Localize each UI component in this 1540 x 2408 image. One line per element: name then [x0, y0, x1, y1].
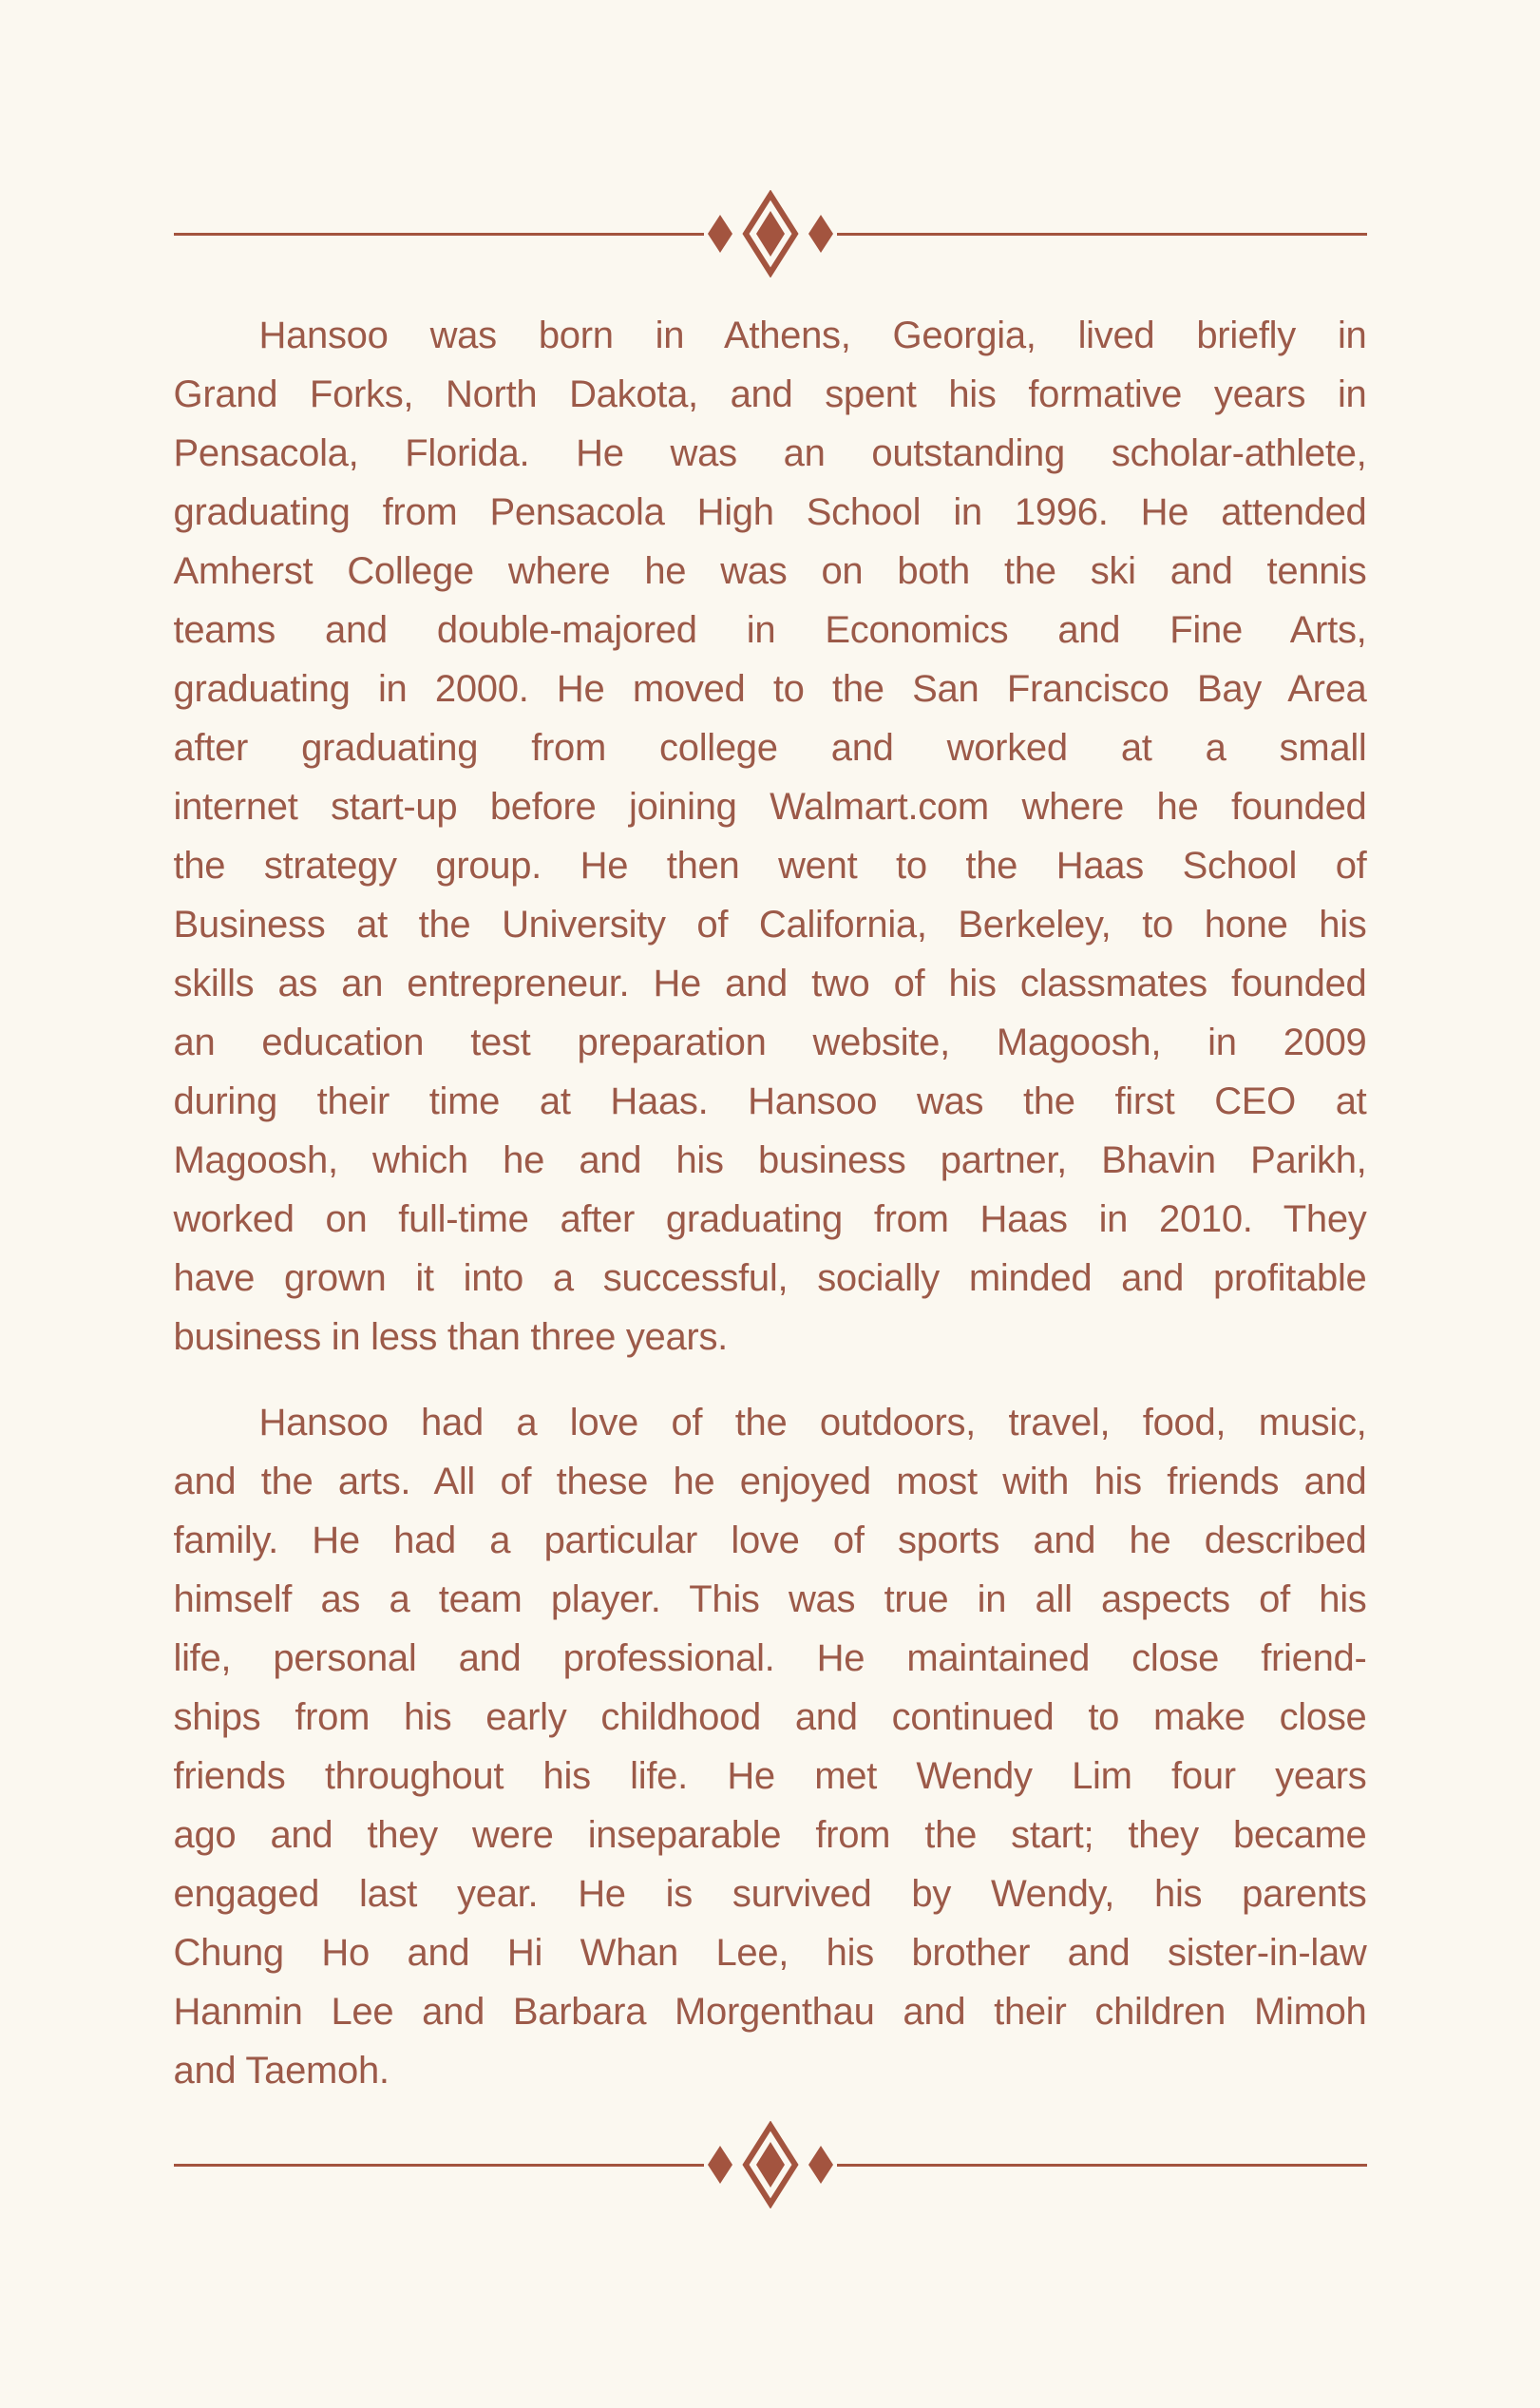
text-line: graduating from Pensacola High School in 1996. He attended: [173, 491, 1367, 533]
text-line: skills as an entrepreneur. He and two of his classmates founded: [173, 963, 1367, 1004]
obituary-text: [174, 306, 1367, 2100]
text-line: have grown it into a successful, socially minded and profitable: [173, 1257, 1367, 1299]
text-line: life, personal and professional. He maintained close friend-: [173, 1637, 1367, 1679]
text-line: ships from his early childhood and continued to make close: [173, 1696, 1367, 1738]
text-line: during their time at Haas. Hansoo was the first CEO at: [173, 1080, 1367, 1122]
top-divider: [174, 190, 1367, 277]
bottom-divider: [174, 2121, 1367, 2208]
text-line: the strategy group. He then went to the Haas School of: [173, 845, 1367, 887]
text-line: worked on full-time after graduating from Haas in 2010. They: [173, 1198, 1367, 1240]
text-line: internet start-up before joining Walmart.com where he founded: [173, 786, 1367, 828]
text-line: an education test preparation website, Magoosh, in 2009: [173, 1022, 1367, 1063]
divider-rule-left: [174, 2164, 704, 2167]
divider-rule-right: [837, 233, 1367, 236]
text-line: Hanmin Lee and Barbara Morgenthau and their children Mimoh: [173, 1991, 1367, 2033]
text-line: Hansoo had a love of the outdoors, travel, food, music,: [258, 1402, 1367, 1443]
text-line: Hansoo was born in Athens, Georgia, lived briefly in: [258, 315, 1367, 356]
text-line: Amherst College where he was on both the ski and tennis: [173, 550, 1367, 592]
text-line: friends throughout his life. He met Wendy Lim four years: [173, 1755, 1367, 1797]
text-line: Magoosh, which he and his business partner, Bhavin Parikh,: [173, 1139, 1367, 1181]
diamond-ornament-icon: [704, 2121, 837, 2208]
text-line: ago and they were inseparable from the start; they became: [173, 1814, 1367, 1856]
paragraph-biography: [174, 306, 1367, 1366]
paragraph-personal-life: [174, 1393, 1367, 2100]
divider-rule-right: [837, 2164, 1367, 2167]
divider-rule-left: [174, 233, 704, 236]
text-line: business in less than three years.: [173, 1316, 728, 1358]
text-line: family. He had a particular love of sports and he described: [173, 1519, 1367, 1561]
text-line: Grand Forks, North Dakota, and spent his formative years in: [173, 373, 1367, 415]
text-line: engaged last year. He is survived by Wendy, his parents: [173, 1873, 1367, 1915]
text-line: Chung Ho and Hi Whan Lee, his brother and sister-in-law: [173, 1932, 1367, 1974]
text-line: Business at the University of California, Berkeley, to hone his: [173, 904, 1367, 946]
text-line: himself as a team player. This was true in all aspects of his: [173, 1578, 1367, 1620]
text-line: teams and double-majored in Economics and Fine Arts,: [173, 609, 1367, 651]
text-line: and the arts. All of these he enjoyed most with his friends and: [173, 1461, 1367, 1502]
diamond-ornament-icon: [704, 190, 837, 277]
text-line: and Taemoh.: [173, 2050, 390, 2092]
text-line: after graduating from college and worked at a small: [173, 727, 1367, 769]
text-line: Pensacola, Florida. He was an outstanding scholar-athlete,: [173, 432, 1367, 474]
text-line: graduating in 2000. He moved to the San Francisco Bay Area: [173, 668, 1367, 710]
